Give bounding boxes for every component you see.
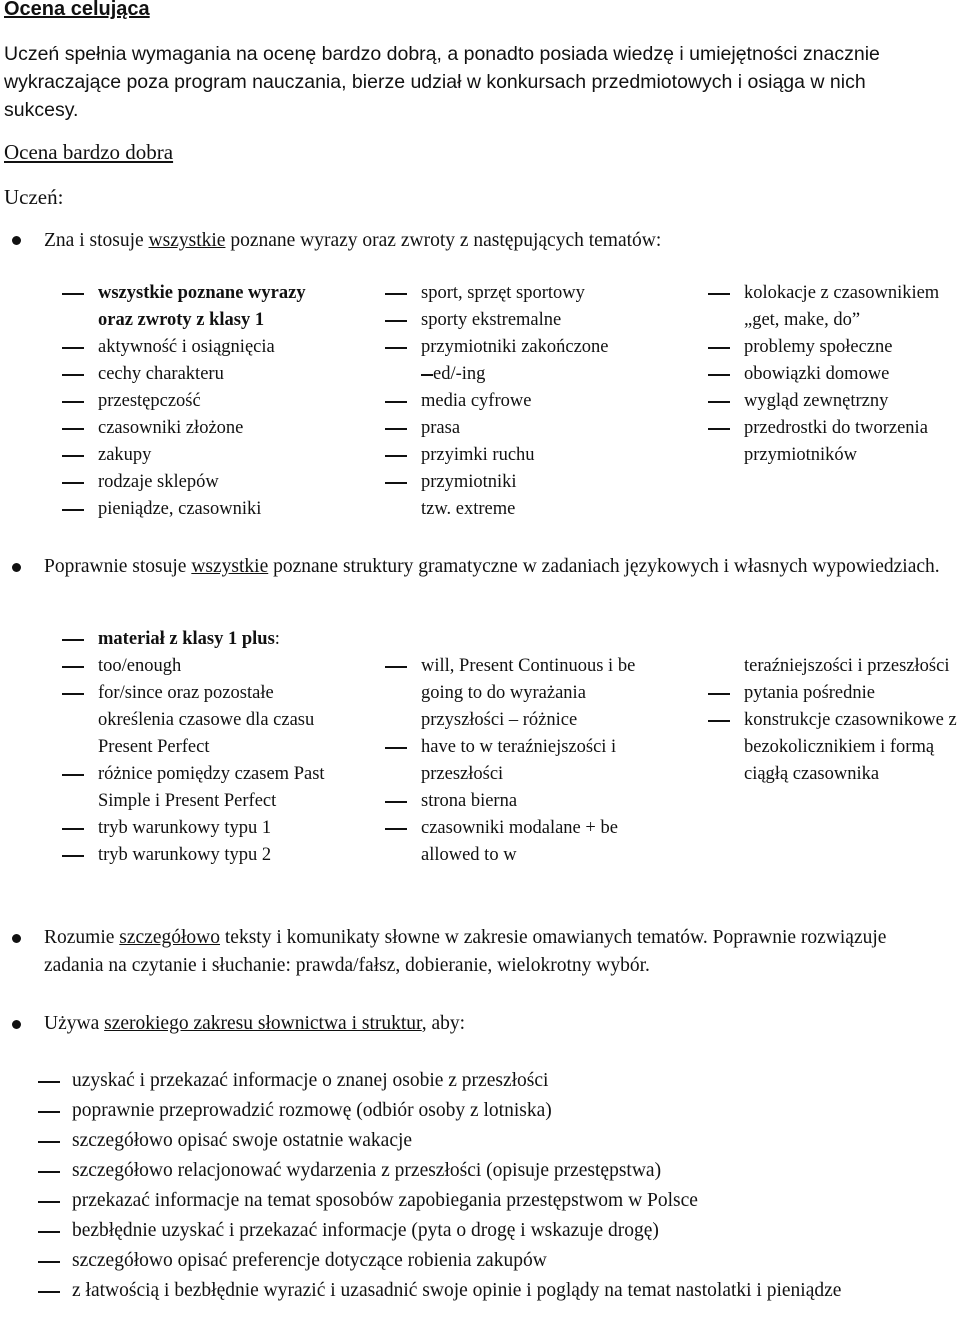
topics-column-1 [62, 280, 322, 523]
list-item: aktywność i osiągnięcia [62, 334, 322, 361]
list-item: poprawnie przeprowadzić rozmowę (odbiór osoby z lotniska) [38, 1096, 918, 1126]
list-item: sport, sprzęt sportowy [385, 280, 685, 307]
list-item: różnice pomiędzy czasem Past Simple i Present Perfect [62, 761, 332, 815]
bullet-dot [12, 563, 21, 572]
list-item: kolokacje z czasownikiem „get, make, do” [708, 280, 948, 334]
bullet-comprehension [44, 924, 949, 980]
list-item: pytania pośrednie [708, 680, 960, 707]
list-item: wygląd zewnętrzny [708, 388, 948, 415]
list-item: cechy charakteru [62, 361, 322, 388]
bullet-text-underlined: szerokiego zakresu słownictwa i struktur [104, 1013, 422, 1034]
topics-column-2 [385, 280, 685, 523]
list-item: z łatwością i bezbłędnie wyrazić i uzasadnić swoje opinie i poglądy na temat nastolatki i pieniądze [38, 1276, 918, 1306]
list-item-tail: : [274, 629, 280, 649]
list-item: czasowniki modalane + be allowed to w [385, 815, 655, 869]
topics-column-3 [708, 280, 948, 469]
list-item: sporty ekstremalne [385, 307, 685, 334]
list-item: media cyfrowe [385, 388, 685, 415]
bullet-text-post: poznane wyrazy oraz zwroty z następujących tematów: [225, 230, 662, 251]
list-item: przyimki ruchu [385, 442, 685, 469]
bullet-dot [12, 1020, 21, 1029]
list-item: szczegółowo relacjonować wydarzenia z przeszłości (opisuje przestępstwa) [38, 1156, 918, 1186]
list-item: pieniądze, czasowniki [62, 496, 322, 523]
list-item: bezbłędnie uzyskać i przekazać informacje (pyta o drogę i wskazuje drogę) [38, 1216, 918, 1246]
bullet-dot [12, 934, 21, 943]
bullet-text-post: , aby: [421, 1013, 466, 1034]
list-item: szczegółowo opisać swoje ostatnie wakacje [38, 1126, 918, 1156]
skills-list [38, 1066, 918, 1306]
bullet-text-underlined: szczegółowo [119, 927, 220, 948]
bullet-text-post: teksty i komunikaty słowne w zakresie omawianych tematów. Poprawnie rozwiązuje zadania na czytanie i słuchanie: prawda/fałsz, dobieranie, wielokrotny wybór. [44, 927, 887, 976]
grammar-column-2 [385, 653, 655, 869]
bullet-vocabulary-range [44, 1010, 944, 1037]
grammar-column-1 [62, 626, 332, 869]
bullet-text-post: poznane struktury gramatyczne w zadaniach językowych i własnych wypowiedziach. [268, 556, 940, 577]
list-item: strona bierna [385, 788, 655, 815]
list-item: zakupy [62, 442, 322, 469]
list-item: for/since oraz pozostałe określenia czasowe dla czasu Present Perfect [62, 680, 332, 761]
list-item: have to w teraźniejszości i przeszłości [385, 734, 655, 788]
list-item: przymiotniki [385, 469, 685, 496]
heading-ocena-celujaca: Ocena celująca [4, 0, 150, 20]
list-item: rodzaje sklepów [62, 469, 322, 496]
student-label: Uczeń: [4, 185, 64, 209]
bullet-text-pre: Poprawnie stosuje [44, 556, 192, 577]
heading-ocena-bardzo-dobra: Ocena bardzo dobra [4, 140, 174, 164]
list-item: przedrostki do tworzenia przymiotników [708, 415, 948, 469]
list-item: przymiotniki zakończone [385, 334, 685, 361]
list-item: wszystkie poznane wyrazy oraz zwroty z klasy 1 [62, 280, 322, 334]
bullet-text-pre: Rozumie [44, 927, 120, 948]
list-item: tryb warunkowy typu 2 [62, 842, 332, 869]
list-item: uzyskać i przekazać informacje o znanej osobie z przeszłości [38, 1066, 918, 1096]
list-item: tzw. extreme [421, 499, 516, 519]
list-item: obowiązki domowe [708, 361, 948, 388]
list-item-text: ed/-ing [433, 364, 486, 384]
paragraph-ocena-celujaca: Uczeń spełnia wymagania na ocenę bardzo dobrą, a ponadto posiada wiedzę i umiejętności znacznie wykraczające poza program nauczania, bierze udział w konkursach przedmiotowych i osiąga w nich sukcesy. [4, 43, 880, 121]
list-item: szczegółowo opisać preferencje dotyczące robienia zakupów [38, 1246, 918, 1276]
list-item-bold: materiał z klasy 1 plus [98, 629, 275, 649]
bullet-text-underlined: wszystkie [148, 230, 226, 251]
list-item: will, Present Continuous i be going to do wyrażania przyszłości – różnice [385, 653, 655, 734]
list-item: przestępczość [62, 388, 322, 415]
bullet-text-pre: Zna i stosuje [44, 230, 149, 251]
list-item [385, 361, 685, 388]
list-item: prasa [385, 415, 685, 442]
list-item: problemy społeczne [708, 334, 948, 361]
bullet-text-pre: Używa [44, 1013, 105, 1034]
bullet-dot [12, 236, 21, 245]
list-item: przekazać informacje na temat sposobów zapobiegania przestępstwom w Polsce [38, 1186, 918, 1216]
list-item [62, 626, 332, 653]
grammar-column-3 [708, 653, 960, 788]
bullet-vocabulary [44, 227, 944, 254]
list-item: teraźniejszości i przeszłości [744, 656, 950, 676]
list-item: konstrukcje czasownikowe z bezokolicznikiem i formą ciągłą czasownika [708, 707, 960, 788]
bullet-text-underlined: wszystkie [191, 556, 269, 577]
bullet-grammar [44, 553, 949, 580]
list-item: too/enough [62, 653, 332, 680]
list-item: tryb warunkowy typu 1 [62, 815, 332, 842]
list-item: czasowniki złożone [62, 415, 322, 442]
